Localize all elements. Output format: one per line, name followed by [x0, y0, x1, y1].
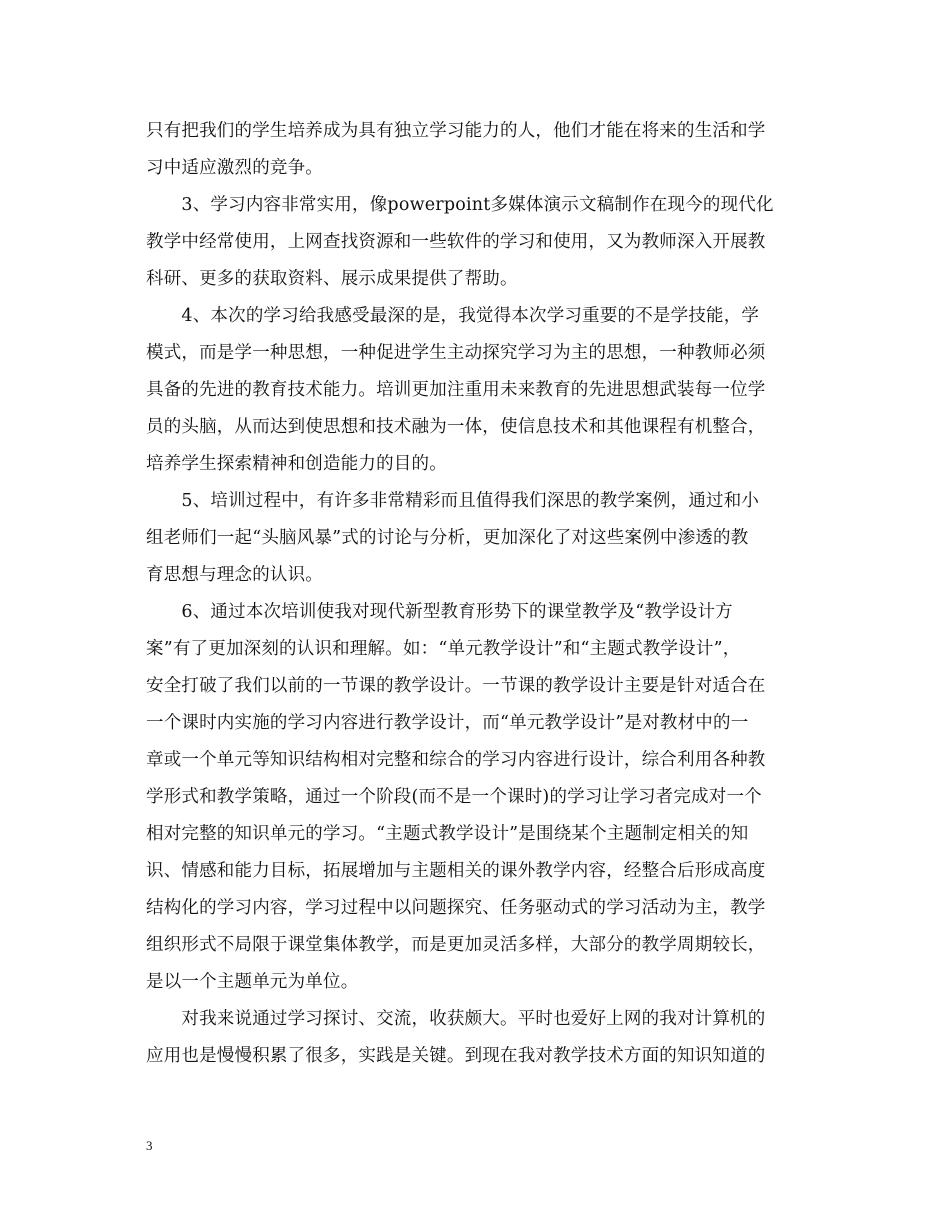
- text-line: 4、本次的学习给我感受最深的是，我觉得本次学习重要的不是学技能，学: [146, 306, 760, 326]
- text-line: 5、培训过程中，有许多非常精彩而且值得我们深思的教学案例，通过和小: [146, 491, 760, 511]
- text-line: 章或一个单元等知识结构相对完整和综合的学习内容进行设计，综合利用各种教: [146, 750, 766, 770]
- text-line: 组老师们一起“头脑风暴”式的讨论与分析，更加深化了对这些案例中渗透的教: [146, 528, 749, 548]
- text-line: 结构化的学习内容，学习过程中以问题探究、任务驱动式的学习活动为主，教学: [146, 898, 766, 918]
- text-line: 具备的先进的教育技术能力。培训更加注重用未来教育的先进思想武装每一位学: [146, 380, 766, 400]
- text-line: 对我来说通过学习探讨、交流，收获颇大。平时也爱好上网的我对计算机的: [146, 1009, 766, 1029]
- text-line: 一个课时内实施的学习内容进行教学设计，而“单元教学设计”是对教材中的一: [146, 713, 749, 733]
- text-line: 是以一个主题单元为单位。: [146, 972, 359, 992]
- text-line: 培养学生探索精神和创造能力的目的。: [146, 454, 447, 474]
- text-line: 应用也是慢慢积累了很多，实践是关键。到现在我对教学技术方面的知识知道的: [146, 1046, 766, 1066]
- text-line: 学形式和教学策略，通过一个阶段(而不是一个课时)的学习让学习者完成对一个: [146, 787, 762, 807]
- text-line: 6、通过本次培训使我对现代新型教育形势下的课堂教学及“教学设计方: [146, 602, 733, 622]
- text-line: 模式，而是学一种思想，一种促进学生主动探究学习为主的思想，一种教师必须: [146, 343, 766, 363]
- page-number: 3: [146, 1138, 153, 1153]
- text-line: 识、情感和能力目标，拓展增加与主题相关的课外教学内容，经整合后形成高度: [146, 861, 766, 881]
- text-line: 员的头脑，从而达到使思想和技术融为一体，使信息技术和其他课程有机整合，: [146, 417, 766, 437]
- text-line: 相对完整的知识单元的学习。“主题式教学设计”是围绕某个主题制定相关的知: [146, 824, 749, 844]
- text-line: 3、学习内容非常实用，像powerpoint多媒体演示文稿制作在现今的现代化: [146, 195, 774, 215]
- text-line: 育思想与理念的认识。: [146, 565, 323, 585]
- text-line: 安全打破了我们以前的一节课的教学设计。一节课的教学设计主要是针对适合在: [146, 676, 766, 696]
- text-line: 教学中经常使用，上网查找资源和一些软件的学习和使用，又为教师深入开展教: [146, 232, 766, 252]
- text-line: 案”有了更加深刻的认识和理解。如：“单元教学设计”和“主题式教学设计”，: [146, 639, 741, 659]
- text-line: 习中适应激烈的竞争。: [146, 158, 323, 178]
- text-line: 只有把我们的学生培养成为具有独立学习能力的人，他们才能在将来的生活和学: [146, 121, 766, 141]
- text-line: 科研、更多的获取资料、展示成果提供了帮助。: [146, 269, 518, 289]
- text-line: 组织形式不局限于课堂集体教学，而是更加灵活多样，大部分的教学周期较长，: [146, 935, 766, 955]
